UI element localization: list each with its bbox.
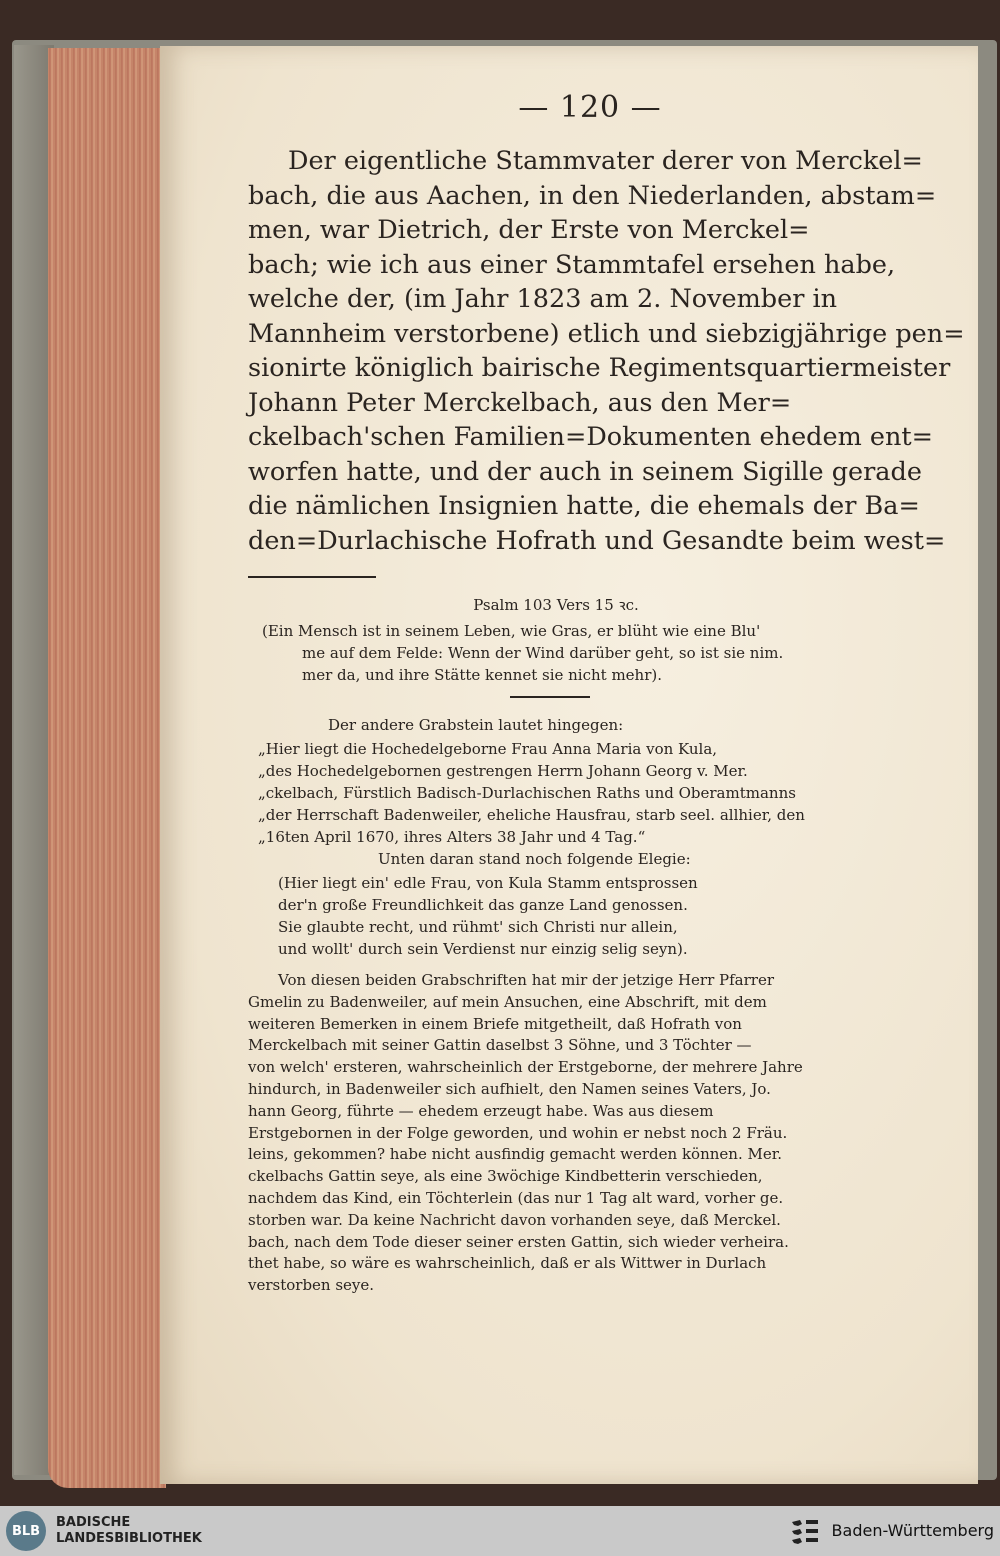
footnote-rule <box>248 576 376 578</box>
text-line: Mannheim verstorbene) etlich und siebzigjährige pen= <box>248 318 965 349</box>
text-line: „Hier liegt die Hochedelgeborne Frau Anna Maria von Kula, <box>258 740 718 758</box>
library-name-line: LANDESBIBLIOTHEK <box>56 1531 202 1546</box>
text-line: Merckelbach mit seiner Gattin daselbst 3 Söhne, und 3 Töchter — <box>248 1036 752 1055</box>
text-line: hann Georg, führte — ehedem erzeugt habe. Was aus diesem <box>248 1101 714 1120</box>
text-line: Johann Peter Merckelbach, aus den Mer= <box>248 387 792 418</box>
final-paragraph <box>248 970 864 1297</box>
text-line: von welch' ersteren, wahrscheinlich der Erstgeborne, der mehrere Jahre <box>248 1058 803 1077</box>
text-line: ckelbachs Gattin seye, als eine 3wöchige Kindbetterin verschieden, <box>248 1167 763 1186</box>
text-line: und wollt' durch sein Verdienst nur einzig selig seyn). <box>278 940 688 958</box>
section-divider <box>510 696 590 698</box>
library-name <box>56 1515 202 1547</box>
psalm-text <box>248 620 864 686</box>
text-line: „16ten April 1670, ihres Alters 38 Jahr und 4 Tag.“ <box>258 828 646 846</box>
text-line: mer da, und ihre Stätte kennet sie nicht mehr). <box>302 666 662 684</box>
text-line: „der Herrschaft Badenweiler, eheliche Hausfrau, starb seel. allhier, den <box>258 806 805 824</box>
text-line: „des Hochedelgebornen gestrengen Herrn Johann Georg v. Mer. <box>258 762 748 780</box>
book-page <box>160 46 978 1484</box>
text-line: me auf dem Felde: Wenn der Wind darüber geht, so ist sie nim. <box>302 644 784 662</box>
main-paragraph <box>248 144 965 558</box>
text-line: leins, gekommen? habe nicht ausfindig gemacht werden können. Mer. <box>248 1145 783 1164</box>
blb-logo[interactable]: BLB <box>6 1511 46 1551</box>
text-line: (Ein Mensch ist in seinem Leben, wie Gras, er blüht wie eine Blu' <box>262 622 761 640</box>
text-line: Von diesen beiden Grabschriften hat mir der jetzige Herr Pfarrer <box>278 971 775 989</box>
elegy <box>248 872 894 960</box>
elegy-intro: Unten daran stand noch folgende Elegie: <box>378 850 691 868</box>
text-line: storben war. Da keine Nachricht davon vorhanden seye, daß Merckel. <box>248 1210 781 1229</box>
footer-bar <box>0 1506 1000 1556</box>
text-line: Der eigentliche Stammvater derer von Merckel= <box>288 146 923 176</box>
text-line: Erstgebornen in der Folge geworden, und wohin er nebst noch 2 Fräu. <box>248 1123 788 1142</box>
text-line: nachdem das Kind, ein Töchterlein (das nur 1 Tag alt ward, vorher ge. <box>248 1188 784 1207</box>
text-line: der'n große Freundlichkeit das ganze Land genossen. <box>278 896 688 914</box>
text-line: verstorben seye. <box>248 1276 375 1295</box>
state-name[interactable]: Baden-Württemberg <box>831 1521 994 1540</box>
text-line: thet habe, so wäre es wahrscheinlich, daß er als Wittwer in Durlach <box>248 1254 767 1273</box>
library-name-line: BADISCHE <box>56 1515 131 1530</box>
text-line: weiteren Bemerken in einem Briefe mitgetheilt, daß Hofrath von <box>248 1014 742 1033</box>
text-line: Gmelin zu Badenweiler, auf mein Ansuchen, eine Abschrift, mit dem <box>248 992 767 1011</box>
state-crest-icon <box>788 1514 822 1548</box>
text-line: welche der, (im Jahr 1823 am 2. November in <box>248 284 838 314</box>
text-line: sionirte königlich bairische Regimentsquartiermeister <box>248 353 951 383</box>
text-line: bach, die aus Aachen, in den Niederlanden, abstam= <box>248 180 937 211</box>
text-line: hindurch, in Badenweiler sich aufhielt, den Namen seines Vaters, Jo. <box>248 1079 771 1098</box>
text-line: Sie glaubte recht, und rühmt' sich Christi nur allein, <box>278 918 678 936</box>
text-line: den=Durlachische Hofrath und Gesandte beim west= <box>248 525 946 556</box>
text-line: die nämlichen Insignien hatte, die ehemals der Ba= <box>248 491 920 521</box>
text-line: ckelbach'schen Familien=Dokumenten ehedem ent= <box>248 422 933 452</box>
text-line: worfen hatte, und der auch in seinem Sigille gerade <box>248 456 922 487</box>
text-line: bach, nach dem Tode dieser seiner ersten Gattin, sich wieder verheira. <box>248 1232 789 1251</box>
grave-inscription <box>248 738 874 848</box>
text-line: „ckelbach, Fürstlich Badisch-Durlachischen Raths und Oberamtmanns <box>258 784 796 802</box>
psalm-reference: Psalm 103 Vers 15 ꝛc. <box>473 596 639 614</box>
text-line: (Hier liegt ein' edle Frau, von Kula Stamm entsprossen <box>278 874 698 892</box>
page-number: — 120 — <box>518 90 662 125</box>
text-line: men, war Dietrich, der Erste von Merckel= <box>248 215 810 245</box>
page-edges <box>48 48 166 1488</box>
text-line: bach; wie ich aus einer Stammtafel ersehen habe, <box>248 249 896 280</box>
grave-intro: Der andere Grabstein lautet hingegen: <box>328 716 624 734</box>
